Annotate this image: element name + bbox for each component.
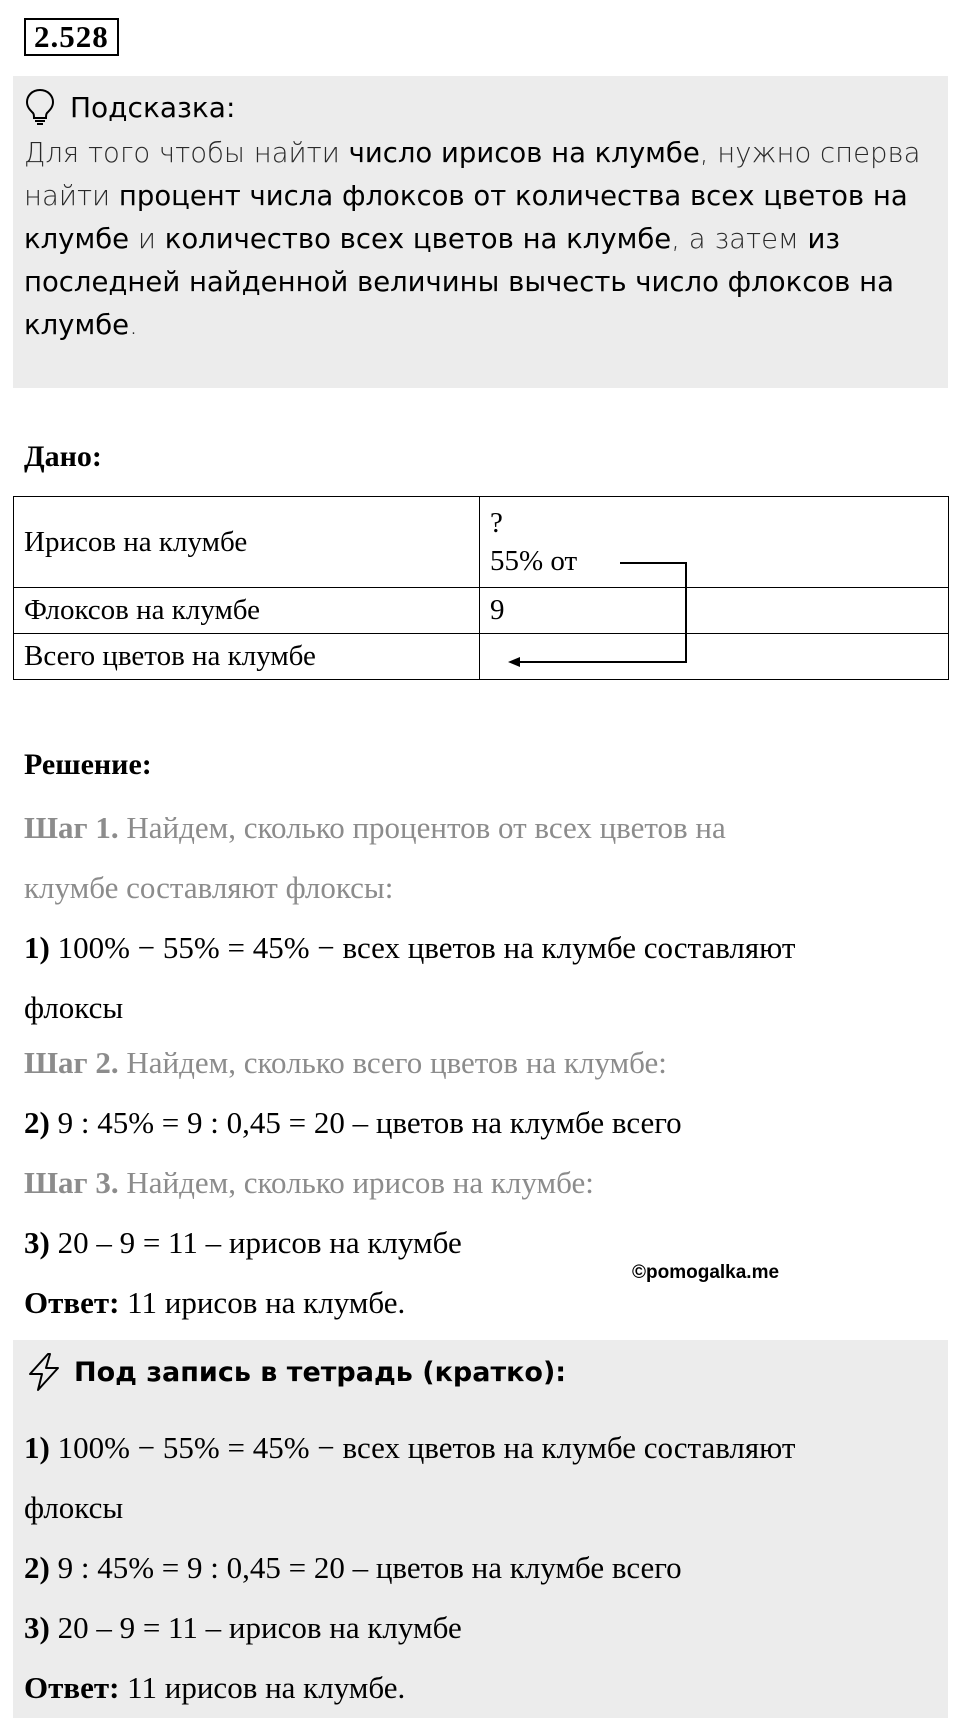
answer-text: 11 ирисов на клумбе. (119, 1285, 406, 1320)
equation-3 (24, 1225, 462, 1261)
equation-text: 9 : 45% = 9 : 0,45 = 20 – цветов на клумбе всего (49, 1105, 682, 1140)
problem-number: 2.528 (24, 18, 119, 56)
equation-text: 20 – 9 = 11 – ирисов на клумбе (49, 1610, 462, 1645)
answer (24, 1285, 405, 1321)
step-1 (24, 810, 726, 846)
hint-title-text: Подсказка: (70, 90, 236, 124)
answer-label: Ответ: (24, 1670, 120, 1705)
notes-box (13, 1340, 948, 1718)
watermark: ©pomogalka.me (632, 1262, 780, 1283)
table-cell-value: 9 (480, 588, 949, 634)
lightbulb-icon (24, 88, 56, 126)
notes-answer (24, 1670, 405, 1706)
given-label: Дано: (24, 440, 102, 473)
step-label: Шаг 2. (24, 1045, 119, 1080)
given-table (13, 496, 949, 680)
equation-number: 2) (24, 1550, 50, 1585)
notes-equation-3 (24, 1610, 462, 1646)
hint-title (24, 88, 235, 126)
table-cell-label: Всего цветов на клумбе (14, 634, 480, 680)
hint-box (13, 76, 948, 388)
equation-1 (24, 930, 795, 966)
equation-number: 2) (24, 1105, 50, 1140)
equation-text: 100% − 55% = 45% − всех цветов на клумбе составляют (49, 930, 796, 965)
step-text: Найдем, сколько всего цветов на клумбе: (118, 1045, 667, 1080)
table-row (14, 497, 949, 588)
table-row (14, 588, 949, 634)
hint-part: . (129, 309, 138, 341)
step-text: Найдем, сколько ирисов на клумбе: (118, 1165, 594, 1200)
lightning-icon (24, 1352, 64, 1392)
hint-part: , а затем (671, 223, 808, 255)
equation-1-cont: флоксы (24, 990, 124, 1025)
solution-label: Решение: (24, 748, 152, 781)
equation-number: 1) (24, 930, 50, 965)
percent-of-text: 55% от (490, 545, 578, 577)
step-label: Шаг 1. (24, 810, 119, 845)
step-3 (24, 1165, 594, 1201)
answer-text: 11 ирисов на клумбе. (119, 1670, 406, 1705)
hint-part: и (129, 223, 165, 255)
notes-equation-2 (24, 1550, 682, 1586)
table-cell-value (480, 634, 949, 680)
table-cell-value (480, 497, 949, 588)
notes-equation-1 (24, 1430, 795, 1466)
hint-text (24, 132, 944, 347)
table-row (14, 634, 949, 680)
equation-text: 100% − 55% = 45% − всех цветов на клумбе составляют (49, 1430, 796, 1465)
hint-part: , нужно сперва найти (24, 137, 921, 212)
notes-title (24, 1352, 566, 1392)
table-cell-label: Флоксов на клумбе (14, 588, 480, 634)
hint-part-emphasis: количество всех цветов на клумбе (164, 223, 672, 255)
step-text: Найдем, сколько процентов от всех цветов на (118, 810, 726, 845)
step-2 (24, 1045, 667, 1081)
equation-number: 3) (24, 1225, 50, 1260)
answer-label: Ответ: (24, 1285, 120, 1320)
hint-part-emphasis: из последней найденной величины вычесть число флоксов на клумбе (24, 223, 894, 341)
table-cell-label: Ирисов на клумбе (14, 497, 480, 588)
notes-title-text: Под запись в тетрадь (кратко): (74, 1356, 567, 1388)
step-1-cont: клумбе составляют флоксы: (24, 870, 394, 905)
step-label: Шаг 3. (24, 1165, 119, 1200)
notes-equation-1-cont: флоксы (24, 1490, 124, 1525)
hint-part: Для того чтобы найти (24, 137, 349, 169)
hint-part-emphasis: число ирисов на клумбе (348, 137, 700, 169)
equation-number: 1) (24, 1430, 50, 1465)
unknown-mark: ? (490, 507, 503, 539)
equation-number: 3) (24, 1610, 50, 1645)
hint-part-emphasis: процент числа флоксов от количества всех цветов на клумбе (24, 180, 908, 255)
equation-2 (24, 1105, 682, 1141)
equation-text: 9 : 45% = 9 : 0,45 = 20 – цветов на клумбе всего (49, 1550, 682, 1585)
equation-text: 20 – 9 = 11 – ирисов на клумбе (49, 1225, 462, 1260)
